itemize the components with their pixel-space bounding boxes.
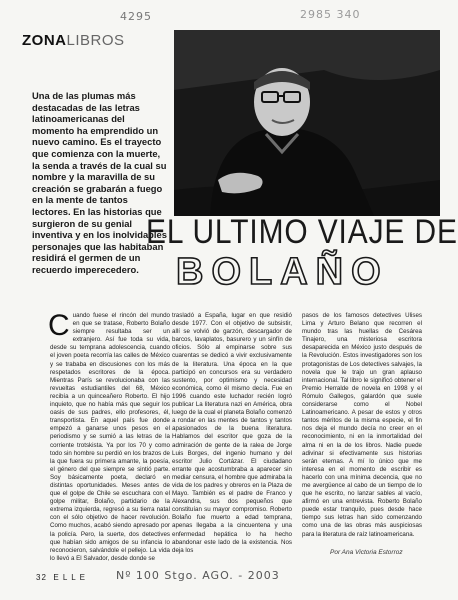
author-photo xyxy=(174,30,440,216)
section-heading xyxy=(22,32,125,49)
body-column-3: pasos de los famosos detectives Ulises Lima y Arturo Belano que recorren el mundo tras las huellas de Cesárea Tinajero, una misteriosa escritora desaparecida en México justo después de la Revolución. Estos investigadores son los protagonistas de Los detectives salvajes, la novela que le trajo un gran aplauso internacional. Tal libro le significó obtener el Premio Herralde de novela en 1998 y el Rómulo Gallegos, galardón que suele considerarse como el Nobel Latinoamericano. A pesar de estos y otros tantos méritos de la misma especie, el fin nos deja el mundo decía no creer en el reconocimiento, ni en la inmortalidad del alma ni en la de los libros. Nadie puede adivinar si efectivamente sus historias serán eternas. A mí lo único que me interesa en el momento de escribir es hacerlo con una mínima decencia, que no me avergüence al cabo de un tiempo de lo que he escrito, no lanzar sables al vacío, afirmó en una entrevista. Roberto Bolaño puede estar tranquilo, pues desde hace tiempo sus letras han sido comenzando como una de las obras más auspiciosas para la literatura de raíz latinoamericana. xyxy=(302,312,422,538)
handwritten-issue-note: Nº 100 Stgo. AGO. - 2003 xyxy=(116,569,280,582)
intro-paragraph: Una de las plumas más destacadas de las letras latinoamericanas del momento ha emprendido un nuevo camino. Es el trayecto que comienza con la muerte, la senda a través de la cual su nombre y la maravilla de su creación se grabarán a fuego en la mente de tantos lectores. En las historias que surgieron de su genial inventiva y en los inolvidables personajes que las habitaban residirá el germen de un recuerdo imperecedero. xyxy=(32,90,167,275)
section-heading-part2: LIBROS xyxy=(66,32,125,49)
body-column-1 xyxy=(48,309,170,563)
drop-cap: C xyxy=(48,309,70,342)
section-heading-part1: ZONA xyxy=(22,32,67,49)
handwritten-archive-number: 4295 xyxy=(120,10,152,23)
body-column-2: trasladó a España, lugar en que residió desde 1977. Con el objetivo de subsistir, allí se volvió de garzón, descargador de barcos, lavaplatos, basurero y un sinfín de oficios. Sólo al empinarse sobre sus cuarentas se dedicó a vivir exclusivamente de la literatura. Una época en la que participó en concursos era su verdadero sustento, por optimismo y necesidad económica, como él mismo decía. Fue en 1996 cuando este luchador recién logró publicar La literatura nazi en América, obra luego de la cual el planeta Bolaño comenzó a rondar en las mentes de tantos y tantos apasionados de la buena literatura. Hablamos del escritor que goza de la admiración de gente de la ralea de Jorge Luis Borges, del ingenio humano y del escritor Julio Cortázar. El ciudadano errante que acostumbraba a aparecer sin mediar censura, el hombre que admiraba la vida de los padres y obreros en la Plaza de Mayo. También es el padre de Franco y Alexandra, sus dos pequeños que constituían su mayor compromiso. Roberto Bolaño fue muerto a edad temprana, apenas llegaba a la cincuentena y una enfermedad hepática lo ha hecho abandonar este lado de la existencia. Nos deja los xyxy=(172,312,292,554)
page-footer xyxy=(36,573,86,582)
page-number: 32 xyxy=(36,573,47,582)
byline: Por Ana Victoria Estorroz xyxy=(330,549,403,556)
body-column-1-text: uando fuese el rincón del mundo en que se tratase, Roberto Bolaño siempre resultaba ser un extranjero. Así fue toda su vida, desde su temprana adolescencia, cuando el joven poeta recorría las calles de México y se trababa en discusiones con los más respetados escritores de la época. Mientras París se revolucionaba con las revueltas estudiantiles del 68, México recibía a un quinceañero Roberto. El hijo inquieto, que no había más que seguir los oasis de sus padres, ello profesores, él, transportista. En aquel país fue donde empezó a ganarse unos pesos en el periodismo y se sumió a las letras de la corriente trotskista. Ya por los 70 y como todo sin hombre su perdió en los brazos de la que fuera su primera amante, la poesía, el género del que siempre se sintió parte. Soy básicamente poeta, declaró en distintas oportunidades. Meses antes de que el golpe de Chile se escuchara con el golpe militar, Bolaño, partidario de la extrema izquierda, regresó a su tierra natal con el sólo objetivo de hacer revolución. Como muchos, acabó siendo apresado por la policía. Pero, la suerte, dos detectives que habían sido amigos de su infancia lo reconocieron, salvándole el pellejo. La vida lo llevó a El Salvador, desde donde se xyxy=(50,312,170,562)
article-title-line2: BOLAÑO xyxy=(176,251,389,293)
magazine-name: E L L E xyxy=(53,573,87,582)
article-title-line1: EL ULTIMO VIAJE DE xyxy=(146,213,458,251)
handwritten-stamp-number: 2985 340 xyxy=(300,8,361,21)
author-portrait-image xyxy=(174,30,440,216)
